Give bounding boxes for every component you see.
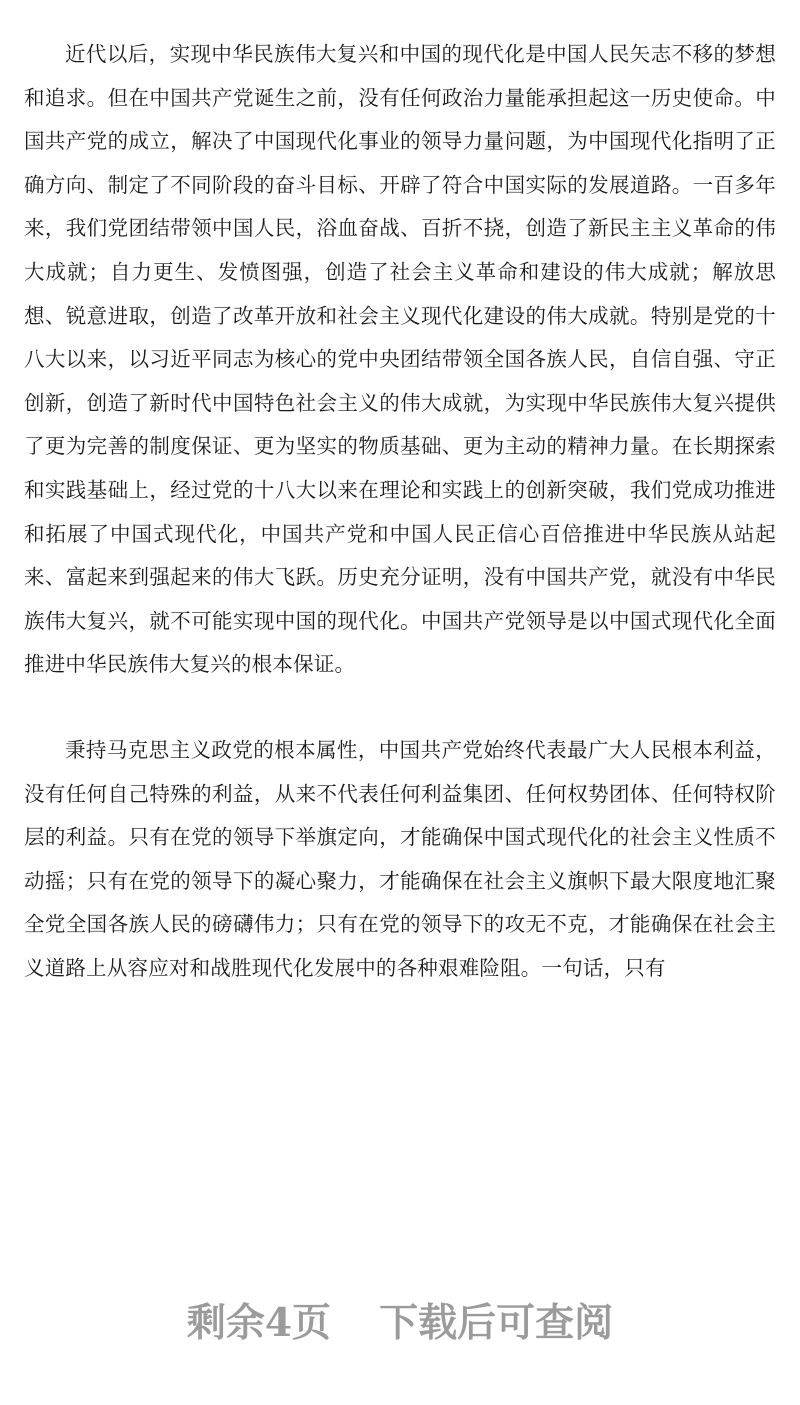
document-body xyxy=(24,33,776,990)
paragraph-2: 秉持马克思主义政党的根本属性，中国共产党始终代表最广大人民根本利益，没有任何自己特殊的利益，从来不代表任何利益集团、任何权势团体、任何特权阶层的利益。只有在党的领导下举旗定向，才能确保中国式现代化的社会主义性质不动摇；只有在党的领导下的凝心聚力，才能确保在社会主义旗帜下最大限度地汇聚全党全国各族人民的磅礴伟力；只有在党的领导下的攻无不克，才能确保在社会主义道路上从容应对和战胜现代化发展中的各种艰难险阻。一句话，只有 xyxy=(24,737,776,980)
remaining-pages-text: 剩余4页 xyxy=(186,1300,332,1346)
download-watermark[interactable] xyxy=(0,1298,800,1348)
download-prompt-text: 下载后可查阅 xyxy=(379,1300,614,1346)
paragraph-1: 近代以后，实现中华民族伟大复兴和中国的现代化是中国人民矢志不移的梦想和追求。但在中国共产党诞生之前，没有任何政治力量能承担起这一历史使命。中国共产党的成立，解决了中国现代化事业的领导力量问题，为中国现代化指明了正确方向、制定了不同阶段的奋斗目标、开辟了符合中国实际的发展道路。一百多年来，我们党团结带领中国人民，浴血奋战、百折不挠，创造了新民主主义革命的伟大成就；自力更生、发愤图强，创造了社会主义革命和建设的伟大成就；解放思想、锐意进取，创造了改革开放和社会主义现代化建设的伟大成就。特别是党的十八大以来，以习近平同志为核心的党中央团结带领全国各族人民，自信自强、守正创新，创造了新时代中国特色社会主义的伟大成就，为实现中华民族伟大复兴提供了更为完善的制度保证、更为坚实的物质基础、更为主动的精神力量。在长期探索和实践基础上，经过党的十八大以来在理论和实践上的创新突破，我们党成功推进和拓展了中国式现代化，中国共产党和中国人民正信心百倍推进中华民族从站起来、富起来到强起来的伟大飞跃。历史充分证明，没有中国共产党，就没有中华民族伟大复兴，就不可能实现中国的现代化。中国共产党领导是以中国式现代化全面推进中华民族伟大复兴的根本保证。 xyxy=(24,42,776,677)
